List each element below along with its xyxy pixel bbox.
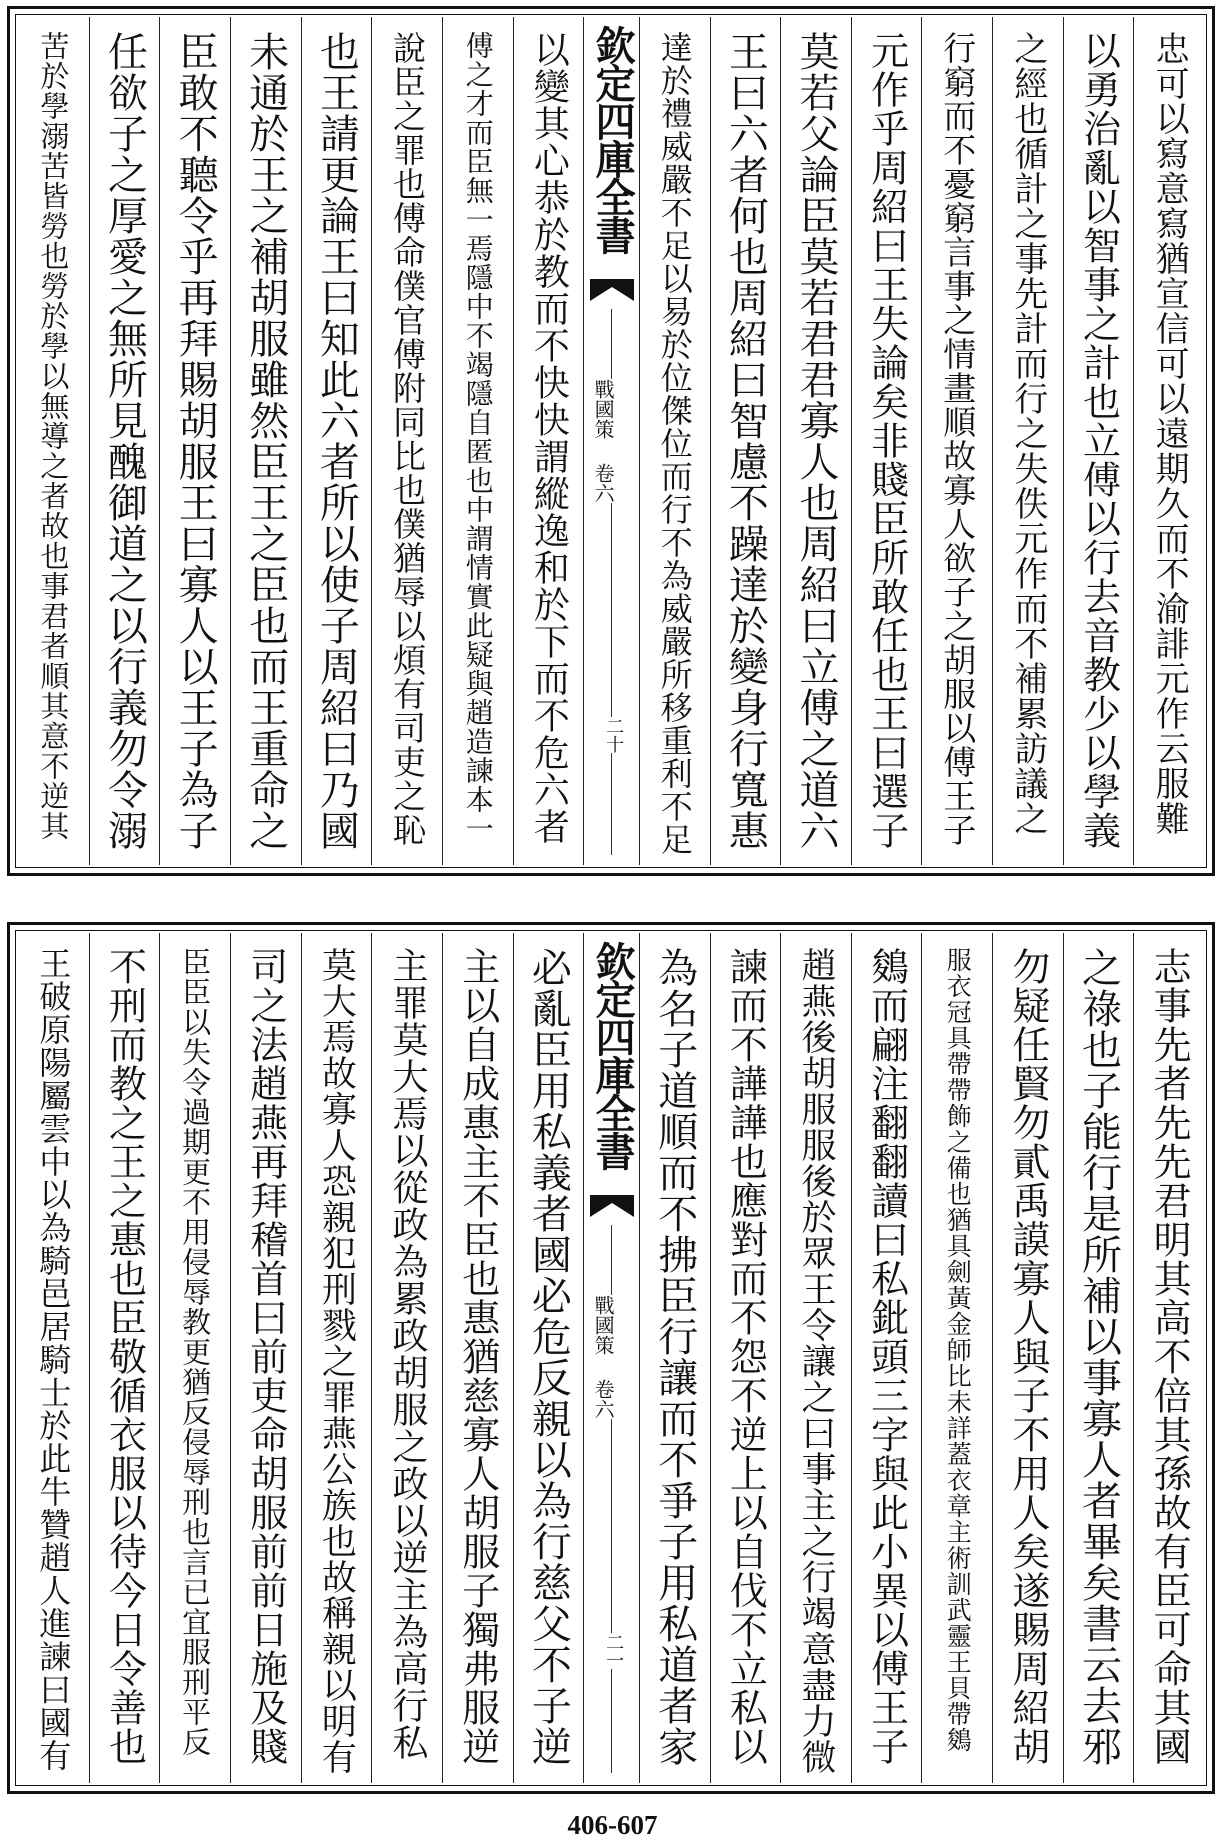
text-column: 諫而不譁譁也應對而不怨不逆上以自伐不立私以 — [710, 933, 781, 1783]
book-title: 欽定四庫全書 — [589, 25, 637, 253]
text-column: 為名子道順而不拂臣行讓而不爭子用私道者家 — [639, 933, 710, 1783]
upper-text-columns — [18, 17, 1204, 865]
text-column: 行窮而不憂窮言事之情畫順故寡人欲子之胡服以傅王子 — [921, 17, 992, 865]
text-column: 勿疑任賢勿貳禹謨寡人與子不用人矣遂賜周紹胡 — [992, 933, 1063, 1783]
upper-page-panel — [7, 6, 1215, 876]
text-column: 司之法趙燕再拜稽首曰前吏命胡服前前日施及賤 — [230, 933, 301, 1783]
book-title: 欽定四庫全書 — [589, 941, 637, 1169]
text-column: 未通於王之補胡服雖然臣王之臣也而王重命之 — [230, 17, 301, 865]
fish-tail-mark-icon — [590, 1195, 634, 1217]
text-column: 趙燕後胡服服後於眾王令讓之曰事主之行竭意盡力微 — [780, 933, 851, 1783]
text-column: 王破原陽屬雲中以為騎邑居騎士於此牛贊趙人進諫曰國有 — [34, 947, 73, 1772]
text-column: 鵕而翩注翻翻讀曰私鈚頭三字與此小異以傅王子 — [851, 933, 922, 1783]
text-column: 臣敢不聽令乎再拜賜胡服王曰寡人以王子為子 — [159, 17, 230, 865]
text-column: 臣臣以失令過期更不用侵辱教更猶反侵辱刑也言已宜服刑平反 — [159, 933, 230, 1783]
lower-text-columns — [18, 933, 1204, 1783]
text-column: 莫大焉故寡人恐親犯刑戮之罪燕公族也故稱親以明有 — [301, 933, 372, 1783]
text-column: 苦於學溺苦皆勞也勞於學以無導之者故也事君者順其意不逆其 — [36, 31, 71, 841]
text-column: 必亂臣用私義者國必危反親以為行慈父不子逆 — [513, 933, 584, 1783]
text-column: 之經也循計之事先計而行之失佚元作而不補累訪議之 — [992, 17, 1063, 865]
text-column: 傅之才而臣無一焉隱中不竭隱自匿也中謂情實此疑與趙造諫本一 — [442, 17, 513, 865]
text-column: 志事先者先先君明其高不倍其孫故有臣可命其國 — [1133, 933, 1204, 1783]
volume-label: 戰國策 卷六 — [591, 1295, 616, 1419]
page-number: 406-607 — [567, 1810, 658, 1840]
text-column: 之祿也子能行是所補以事寡人者畢矣書云去邪 — [1063, 933, 1134, 1783]
text-column: 說臣之罪也傅命僕官傅附同比也僕猶辱以煩有司吏之恥 — [371, 17, 442, 865]
fish-tail-mark-icon — [590, 279, 634, 301]
text-column: 主罪莫大焉以從政為累政胡服之政以逆主為高行私 — [371, 933, 442, 1783]
center-fold-column — [583, 17, 639, 865]
text-column: 莫若父論臣莫若君君寡人也周紹曰立傅之道六 — [780, 17, 851, 865]
text-column: 服衣冠具帶帶飾之備也猶具劍黃金師比未詳蓋衣章主術訓武靈王貝帶鵕 — [921, 933, 992, 1783]
text-column: 主以自成惠主不臣也惠猶慈寡人胡服子獨弗服逆 — [442, 933, 513, 1783]
text-column: 以勇治亂以智事之計也立傅以行去音教少以學義 — [1063, 17, 1134, 865]
text-column: 也王請更論王曰知此六者所以使子周紹曰乃國 — [301, 17, 372, 865]
volume-label: 戰國策 卷六 — [591, 379, 616, 503]
text-column: 任欲子之厚愛之無所見醜御道之以行義勿令溺 — [89, 17, 160, 865]
leaf-marker: 二十 — [600, 717, 626, 753]
text-column: 達於禮威嚴不足以易於位傑位而行不為威嚴所移重利不足 — [639, 17, 710, 865]
text-column: 王曰六者何也周紹曰智慮不躁達於變身行寬惠 — [710, 17, 781, 865]
text-column: 忠可以寫意寫猶宣信可以遠期久而不渝誹元作云服難 — [1133, 17, 1204, 865]
lower-page-panel — [7, 922, 1215, 1794]
center-fold-column — [583, 933, 639, 1783]
text-column: 以變其心恭於教而不快快謂縱逸和於下而不危六者 — [513, 17, 584, 865]
text-column: 元作乎周紹曰王失論矣非賤臣所敢任也王曰選子 — [851, 17, 922, 865]
leaf-marker: 二一 — [600, 1633, 626, 1669]
text-column: 不刑而教之王之惠也臣敬循衣服以待今日令善也 — [89, 933, 160, 1783]
